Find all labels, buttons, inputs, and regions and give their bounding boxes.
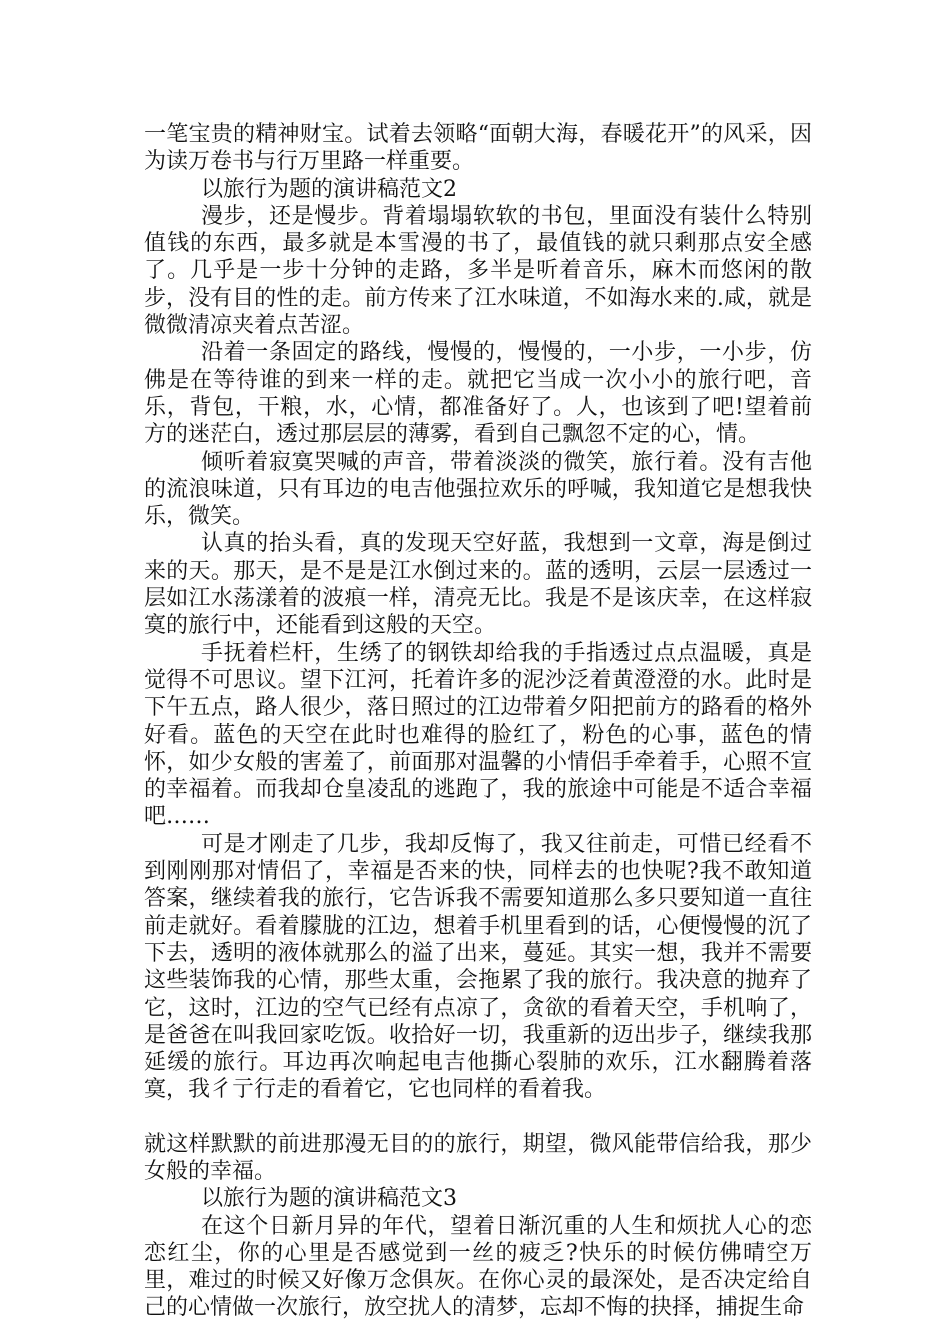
paragraph: 认真的抬头看，真的发现天空好蓝，我想到一文章，海是倒过来的天。那天，是不是是江水倒过来的。蓝的透明，云层一层透过一层如江水荡漾着的波痕一样，清亮无比。我是不是该庆幸，在这样寂寞的旅行中，还能看到这般的天空。 — [144, 531, 812, 639]
paragraph: 倾听着寂寞哭喊的声音，带着淡淡的微笑，旅行着。没有吉他的流浪味道，只有耳边的电吉他强拉欢乐的呼喊，我知道它是想我快乐，微笑。 — [144, 449, 812, 530]
blank-line — [144, 1104, 812, 1131]
paragraph: 漫步，还是慢步。背着塌塌软软的书包，里面没有装什么特别值钱的东西，最多就是本雪漫的书了，最值钱的就只剩那点安全感了。几乎是一步十分钟的走路，多半是听着音乐，麻木而悠闲的散步，没有目的性的走。前方传来了江水味道，不如海水来的.咸，就是微微清凉夹着点苦涩。 — [144, 203, 812, 339]
section-heading-2: 以旅行为题的演讲稿范文2 — [201, 176, 457, 202]
paragraph: 沿着一条固定的路线，慢慢的，慢慢的，一小步，一小步，仿佛是在等待谁的到来一样的走。就把它当成一次小小的旅行吧，音乐，背包，干粮，水，心情，都准备好了。人，也该到了吧!望着前方的迷茫白，透过那层层的薄雾，看到自己飘忽不定的心，情。 — [144, 340, 812, 448]
document-body — [144, 121, 812, 1322]
paragraph: 在这个日新月异的年代，望着日渐沉重的人生和烦扰人心的恋恋红尘，你的心里是否感觉到一丝的疲乏?快乐的时候仿佛晴空万里，难过的时候又好像万念俱灰。在你心灵的最深处，是否决定给自己的心情做一次旅行，放空扰人的清梦，忘却不悔的抉择，捕捉生命 — [144, 1213, 812, 1321]
section-heading-3: 以旅行为题的演讲稿范文3 — [201, 1186, 457, 1212]
paragraph-continuation: 一笔宝贵的精神财宝。试着去领略“面朝大海，春暖花开”的风采，因为读万卷书与行万里路一样重要。 — [144, 122, 812, 175]
paragraph: 手抚着栏杆，生绣了的钢铁却给我的手指透过点点温暖，真是觉得不可思议。望下江河，托着许多的泥沙泛着黄澄澄的水。此时是下午五点，路人很少，落日照过的江边带着夕阳把前方的路看的格外好看。蓝色的天空在此时也难得的脸红了，粉色的心事，蓝色的情怀，如少女般的害羞了，前面那对温馨的小情侣手牵着手，心照不宣的幸福着。而我却仓皇凌乱的逃跑了，我的旅途中可能是不适合幸福吧…… — [144, 640, 812, 830]
paragraph: 可是才刚走了几步，我却反悔了，我又往前走，可惜已经看不到刚刚那对情侣了，幸福是否来的快，同样去的也快呢?我不敢知道答案，继续着我的旅行，它告诉我不需要知道那么多只要知道一直往前走就好。看着朦胧的江边，想着手机里看到的话，心便慢慢的沉了下去，透明的液体就那么的溢了出来，蔓延。其实一想，我并不需要这些装饰我的心情，那些太重，会拖累了我的旅行。我决意的抛弃了它，这时，江边的空气已经有点凉了，贪欲的看着天空，手机响了，是爸爸在叫我回家吃饭。收拾好一切，我重新的迈出步子，继续我那延缓的旅行。耳边再次响起电吉他撕心裂肺的欢乐，江水翻腾着落寞，我彳亍行走的看着它，它也同样的看着我。 — [144, 831, 812, 1103]
paragraph: 就这样默默的前进那漫无目的的旅行，期望，微风能带信给我，那少女般的幸福。 — [144, 1131, 812, 1184]
